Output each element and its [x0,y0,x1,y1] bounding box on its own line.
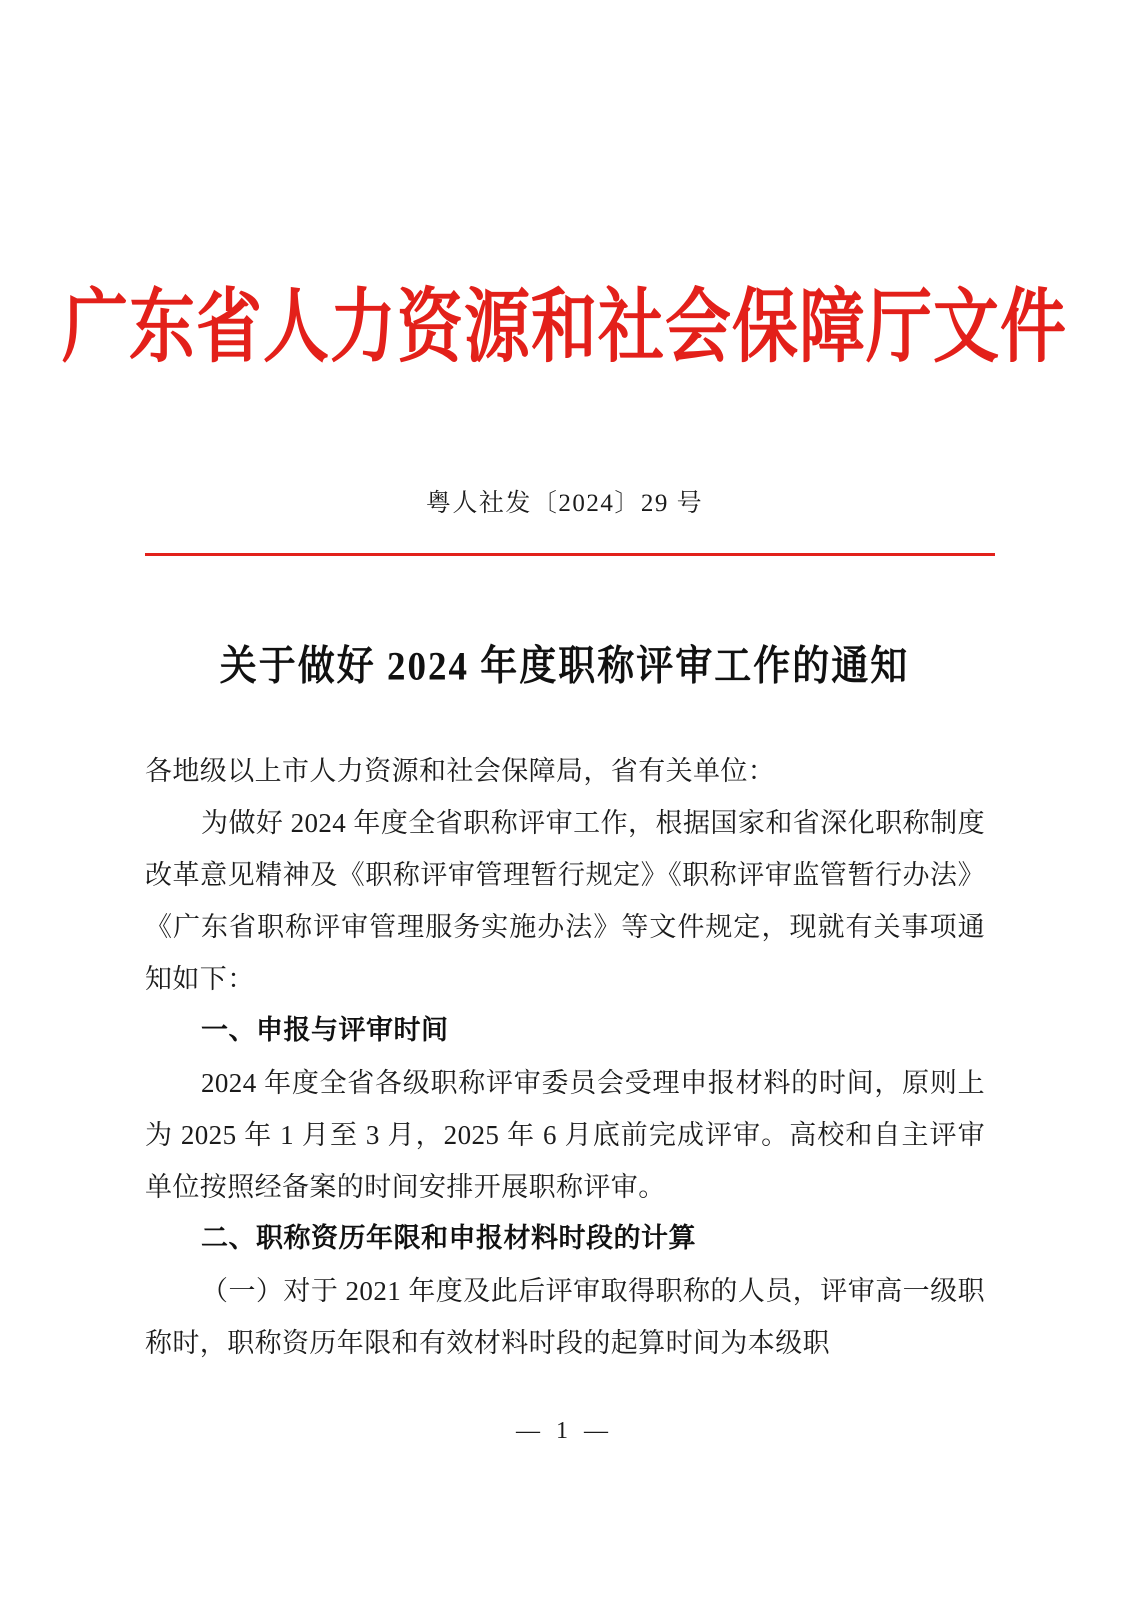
letterhead [0,283,1129,373]
letterhead-title: 广东省人力资源和社会保障厅文件 [62,283,1067,373]
section-heading-one: 一、申报与评审时间 [201,1015,449,1046]
document-body [145,745,985,1369]
page-number-footer: — 1 — [516,1418,613,1444]
intro-paragraph: 为做好 2024 年度全省职称评审工作，根据国家和省深化职称制度改革意见精神及《职称评审管理暂行规定》《职称评审监管暂行办法》《广东省职称评审管理服务实施办法》等文件规定，现就有关事项通知如下： [145,808,985,994]
salutation-line: 各地级以上市人力资源和社会保障局，省有关单位： [145,756,776,786]
document-serial-number: 粤人社发〔2024〕29 号 [425,490,704,517]
document-title: 关于做好 2024 年度职称评审工作的通知 [219,644,910,690]
red-separator-rule [145,553,995,556]
section-heading-two: 二、职称资历年限和申报材料时段的计算 [201,1223,696,1254]
section-one-paragraph: 2024 年度全省各级职称评审委员会受理申报材料的时间，原则上为 2025 年 1 月至 3 月，2025 年 6 月底前完成评审。高校和自主评审单位按照经备案的时间安排开展职称评审。 [145,1068,985,1202]
section-two-item-one-paragraph: （一）对于 2021 年度及此后评审取得职称的人员，评审高一级职称时，职称资历年限和有效材料时段的起算时间为本级职 [145,1276,985,1358]
